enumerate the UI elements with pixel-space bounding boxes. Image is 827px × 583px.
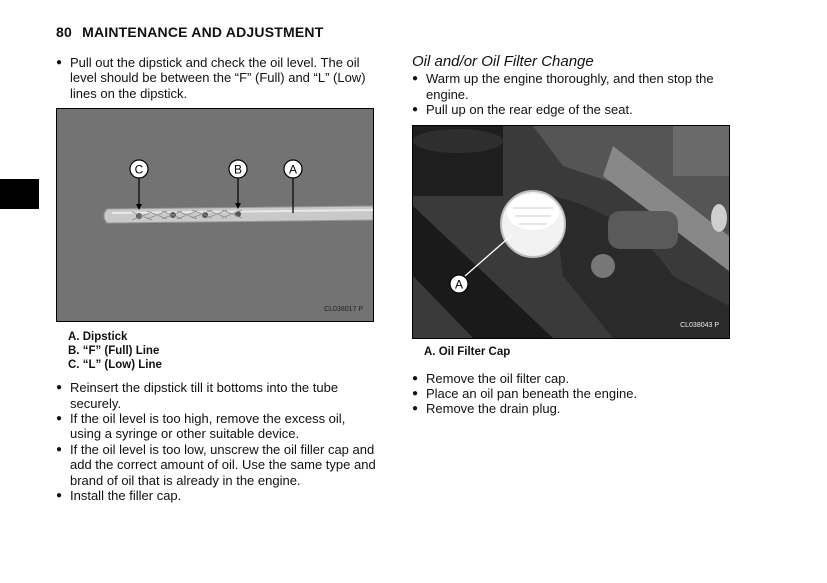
left-intro-list <box>56 55 376 101</box>
right-column <box>412 54 732 417</box>
caption-full-line: B. “F” (Full) Line <box>68 345 160 358</box>
callout-b: B <box>233 162 243 177</box>
figure-caption-list <box>68 330 376 372</box>
callout-a: A <box>288 162 298 177</box>
list-item: ● If the oil level is too high, remove the excess oil, using a syringe or other suitable device. <box>56 411 376 442</box>
dipstick-photo <box>56 108 374 322</box>
left-column <box>56 55 376 503</box>
right-intro-list <box>412 71 732 117</box>
list-item: ● Pull out the dipstick and check the oil level. The oil level should be between the “F” (Full) and “L” (Low) lines on the dipstick. <box>56 55 376 101</box>
left-steps-list <box>56 380 376 503</box>
oil-filter-cap-photo <box>412 125 730 339</box>
caption-dipstick: A. Dipstick <box>68 331 128 344</box>
caption-oil-filter-cap: A. Oil Filter Cap <box>424 345 511 358</box>
list-item: ● Remove the oil filter cap. <box>412 371 732 386</box>
caption-low-line: C. “L” (Low) Line <box>68 359 162 372</box>
list-item: ● Remove the drain plug. <box>412 401 732 416</box>
page-header <box>56 24 323 40</box>
callout-a: A <box>454 277 464 292</box>
list-item: ● If the oil level is too low, unscrew the oil filler cap and add the correct amount of oil. Use the same type and brand of oil that is already in the engine. <box>56 442 376 488</box>
callout-c: C <box>134 162 144 177</box>
page-title: MAINTENANCE AND ADJUSTMENT <box>82 24 324 40</box>
section-title: Oil and/or Oil Filter Change <box>412 53 594 70</box>
list-item: ● Pull up on the rear edge of the seat. <box>412 102 732 117</box>
chapter-tab-marker <box>0 179 39 209</box>
list-item: ● Reinsert the dipstick till it bottoms into the tube securely. <box>56 380 376 411</box>
figure-code: CL038017 P <box>324 305 363 313</box>
list-item: ● Install the filler cap. <box>56 488 376 503</box>
figure-code: CL038043 P <box>680 322 719 330</box>
list-item: ● Place an oil pan beneath the engine. <box>412 386 732 401</box>
figure-caption-list <box>424 345 732 359</box>
right-steps-list <box>412 371 732 417</box>
list-item: ● Warm up the engine thoroughly, and then stop the engine. <box>412 71 732 102</box>
page-number: 80 <box>56 24 72 40</box>
